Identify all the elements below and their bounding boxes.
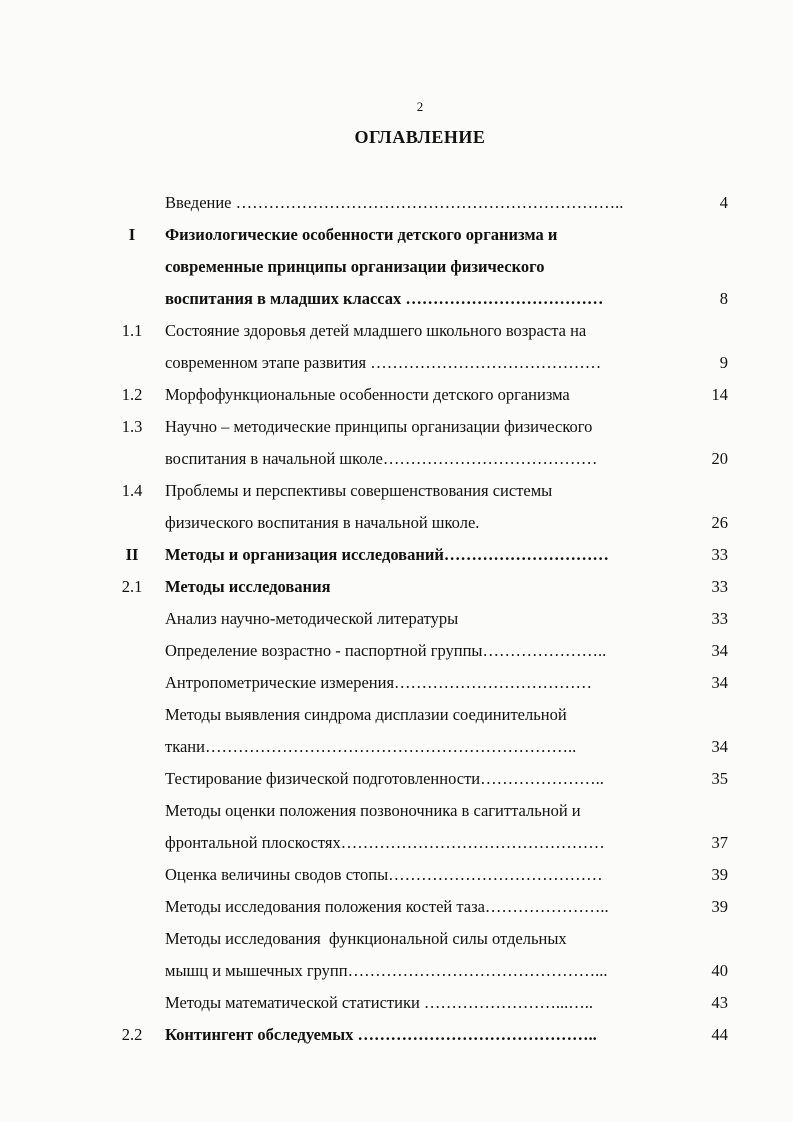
toc-page-number: 9	[719, 353, 728, 372]
toc-entry-text: ткани…………………………………………………………..	[165, 737, 577, 756]
toc-entry-text: Контингент обследуемых ……………………………………..	[165, 1025, 597, 1044]
toc-entry-text: Морфофункциональные особенности детского организма	[165, 385, 570, 404]
page-title: ОГЛАВЛЕНИЕ	[354, 127, 486, 147]
toc-line	[0, 923, 793, 955]
toc-entry-text: Состояние здоровья детей младшего школьного возраста на	[165, 321, 587, 340]
toc-entry-text: мышц и мышечных групп………………………………………...	[165, 961, 608, 980]
toc-page-number: 43	[711, 993, 728, 1012]
toc-line	[0, 987, 793, 1019]
toc-page-number: 8	[719, 289, 728, 308]
toc-line	[0, 859, 793, 891]
toc-line	[0, 795, 793, 827]
toc-section-number: 2.1	[121, 577, 143, 596]
toc-entry-text: воспитания в младших классах ………………………………	[165, 289, 604, 308]
toc-line	[0, 763, 793, 795]
toc-line	[0, 571, 793, 603]
toc-page-number: 26	[711, 513, 728, 532]
toc-entry-text: Методы исследования	[165, 577, 331, 596]
toc-entry-text: Введение ……………………………………………………………..	[165, 193, 624, 212]
toc-page-number: 34	[711, 673, 728, 692]
toc-line	[0, 603, 793, 635]
toc-entry-text: современные принципы организации физического	[165, 257, 545, 276]
toc-section-number: 1.2	[121, 385, 143, 404]
toc-page-number: 33	[711, 609, 728, 628]
toc-page-number: 37	[711, 833, 728, 852]
toc-page-number: 20	[711, 449, 728, 468]
toc-section-number: 1.4	[121, 481, 143, 500]
toc-line	[0, 347, 793, 379]
toc-line	[0, 955, 793, 987]
toc-entry-text: Физиологические особенности детского организма и	[165, 225, 558, 244]
toc-entry-text: Методы и организация исследований…………………………	[165, 545, 609, 564]
toc-line	[0, 1019, 793, 1051]
toc-entry-text: Анализ научно-методической литературы	[165, 609, 459, 628]
toc-entry-text: воспитания в начальной школе…………………………………	[165, 449, 598, 468]
toc-section-number: II	[125, 545, 139, 564]
toc-line	[0, 219, 793, 251]
toc-line	[0, 635, 793, 667]
toc-page-number: 39	[711, 897, 728, 916]
toc-entry-text: Оценка величины сводов стопы…………………………………	[165, 865, 603, 884]
toc-line	[0, 827, 793, 859]
toc-line	[0, 251, 793, 283]
toc-entry-text: Тестирование физической подготовленности…………………..	[165, 769, 604, 788]
toc-page-number: 44	[711, 1025, 728, 1044]
toc-line	[0, 507, 793, 539]
toc-section-number: 1.3	[121, 417, 143, 436]
toc-entry-text: Методы математической статистики ……………………...…..	[165, 993, 594, 1012]
toc-page-number: 35	[711, 769, 728, 788]
toc-entry-text: Методы оценки положения позвоночника в сагиттальной и	[165, 801, 581, 820]
toc-line	[0, 283, 793, 315]
toc-page-number: 33	[711, 577, 728, 596]
toc-entry-text: Методы выявления синдрома дисплазии соединительной	[165, 705, 567, 724]
toc-line	[0, 379, 793, 411]
toc-line	[0, 891, 793, 923]
toc-entry-text: физического воспитания в начальной школе.	[165, 513, 480, 532]
toc-entry-text: Методы исследования положения костей таза…………………..	[165, 897, 609, 916]
page-number: 2	[416, 99, 424, 114]
toc-section-number: I	[128, 225, 136, 244]
toc-line	[0, 411, 793, 443]
toc-page-number: 39	[711, 865, 728, 884]
toc-entry-text: фронтальной плоскостях…………………………………………	[165, 833, 605, 852]
toc-line	[0, 187, 793, 219]
toc-entry-text: Антропометрические измерения………………………………	[165, 673, 593, 692]
toc-entry-text: Определение возрастно - паспортной группы…………………..	[165, 641, 607, 660]
toc-entry-text: Научно – методические принципы организации физического	[165, 417, 593, 436]
toc-line	[0, 667, 793, 699]
toc-line	[0, 315, 793, 347]
toc-page-number: 34	[711, 737, 728, 756]
toc-line	[0, 731, 793, 763]
toc-entry-text: Проблемы и перспективы совершенствования системы	[165, 481, 553, 500]
toc-entry-text: современном этапе развития ……………………………………	[165, 353, 602, 372]
toc-page-number: 40	[711, 961, 728, 980]
toc-line	[0, 443, 793, 475]
toc-section-number: 1.1	[121, 321, 143, 340]
toc-page-number: 33	[711, 545, 728, 564]
toc-page-number: 14	[711, 385, 728, 404]
toc-page-number: 4	[719, 193, 728, 212]
toc-line	[0, 699, 793, 731]
toc-line	[0, 475, 793, 507]
toc-line	[0, 539, 793, 571]
toc-entry-text: Методы исследования функциональной силы отдельных	[165, 929, 567, 948]
toc-section-number: 2.2	[121, 1025, 143, 1044]
toc-page-number: 34	[711, 641, 728, 660]
